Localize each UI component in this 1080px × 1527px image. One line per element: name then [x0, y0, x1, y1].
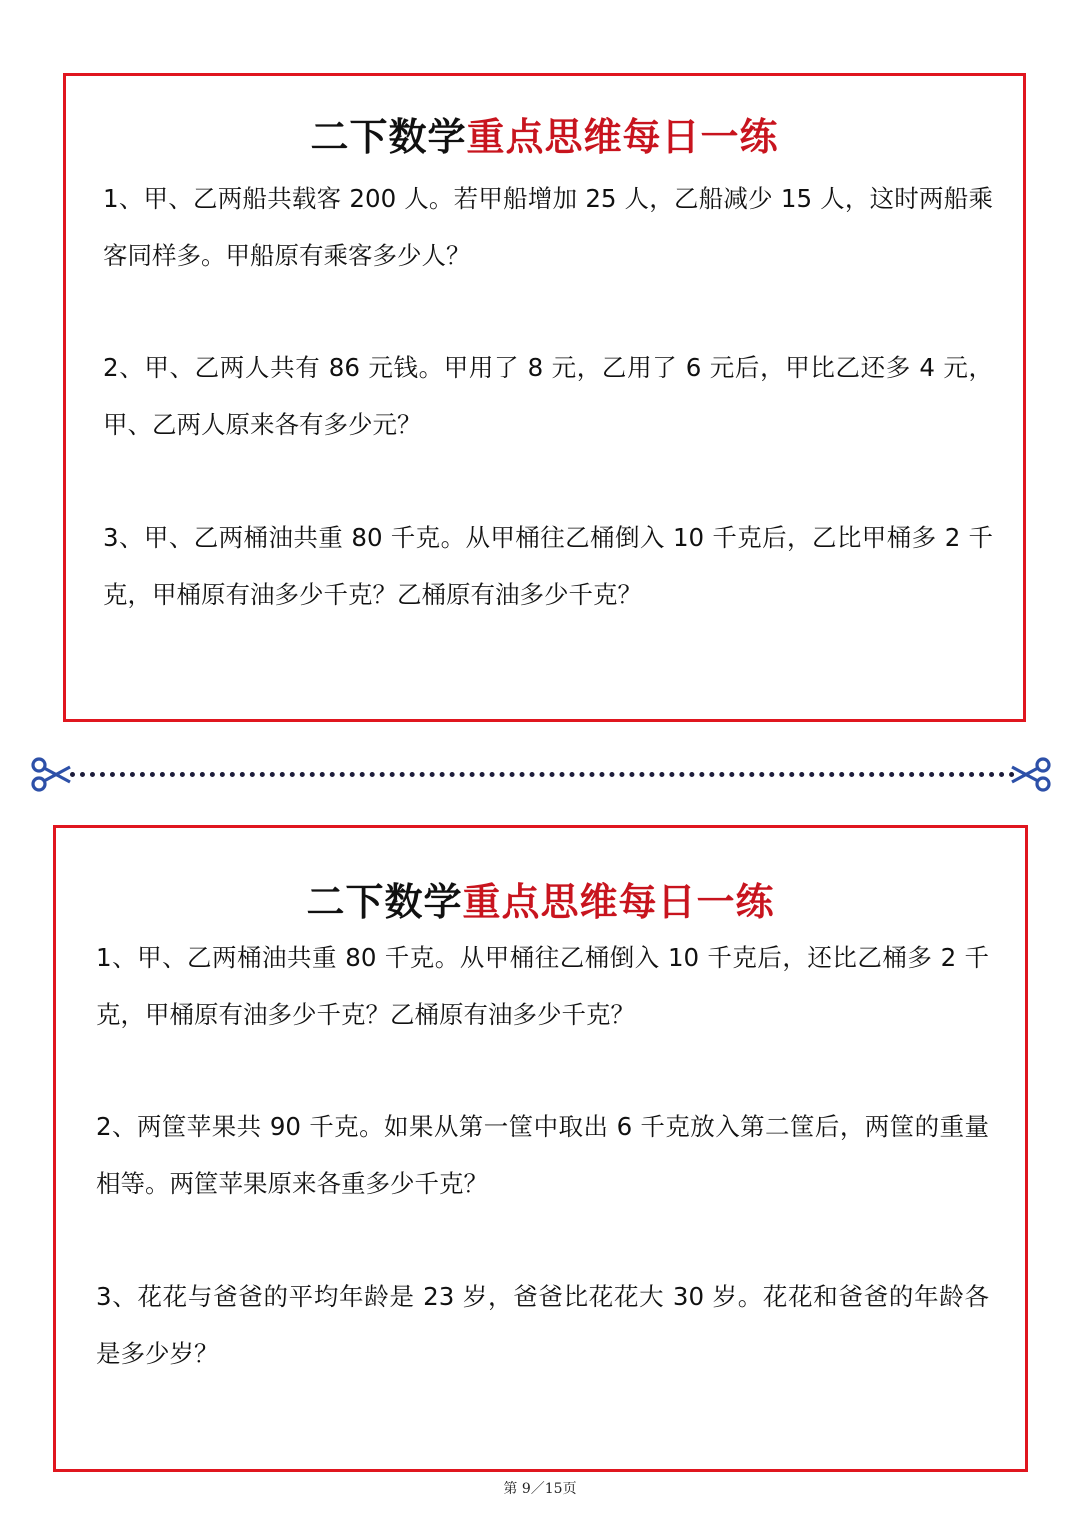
practice-card-2	[53, 825, 1028, 1472]
page-number: 第 9／15页	[503, 1481, 577, 1497]
scissors-icon	[30, 755, 72, 795]
card-title	[56, 871, 1025, 926]
cut-line	[0, 755, 1080, 795]
question-2: 2、甲、乙两人共有 86 元钱。甲用了 8 元，乙用了 6 元后，甲比乙还多 4 元，甲、乙两人原来各有多少元？	[103, 353, 993, 439]
practice-card-1	[63, 73, 1026, 722]
card-title-subject: 二下数学	[306, 879, 463, 924]
dotted-divider	[70, 772, 1015, 777]
card-title-highlight: 重点思维每日一练	[466, 114, 779, 159]
question-3: 3、花花与爸爸的平均年龄是 23 岁，爸爸比花花大 30 岁。花花和爸爸的年龄各是多少岁？	[96, 1282, 989, 1368]
card-title	[66, 106, 1023, 161]
question-1: 1、甲、乙两船共载客 200 人。若甲船增加 25 人，乙船减少 15 人，这时两船乘客同样多。甲船原有乘客多少人？	[103, 184, 993, 270]
card-title-subject: 二下数学	[310, 114, 467, 159]
question-1: 1、甲、乙两桶油共重 80 千克。从甲桶往乙桶倒入 10 千克后，还比乙桶多 2 千克，甲桶原有油多少千克？乙桶原有油多少千克？	[96, 943, 989, 1029]
card-title-highlight: 重点思维每日一练	[462, 879, 775, 924]
question-3: 3、甲、乙两桶油共重 80 千克。从甲桶往乙桶倒入 10 千克后，乙比甲桶多 2 千克，甲桶原有油多少千克？乙桶原有油多少千克？	[103, 523, 993, 609]
question-2: 2、两筐苹果共 90 千克。如果从第一筐中取出 6 千克放入第二筐后，两筐的重量相等。两筐苹果原来各重多少千克？	[96, 1112, 989, 1198]
scissors-icon	[1010, 755, 1052, 795]
